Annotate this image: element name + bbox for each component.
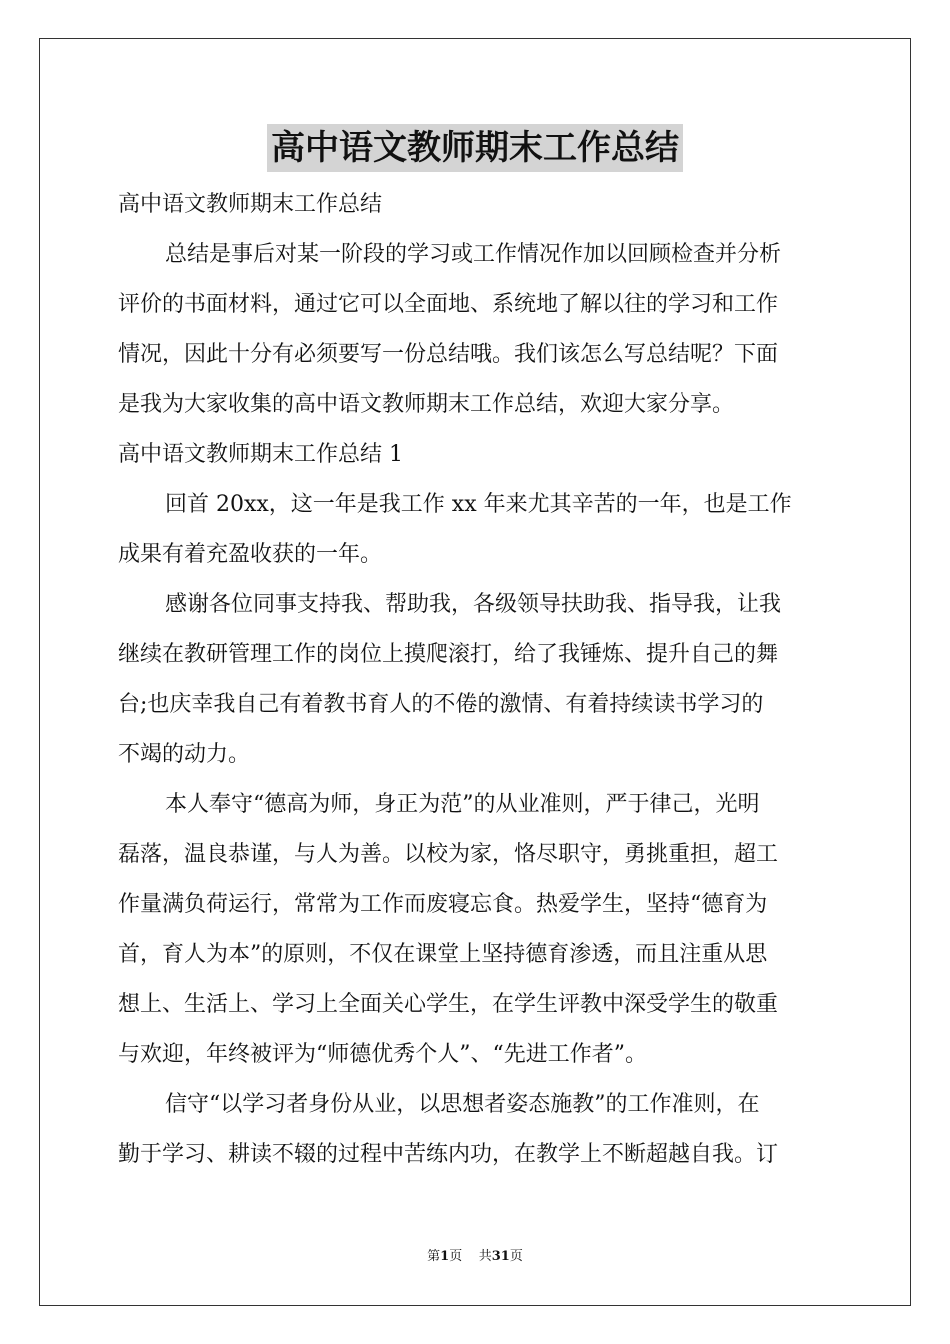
body-line: 勤于学习、耕读不辍的过程中苦练内功，在教学上不断超越自我。订 bbox=[118, 1142, 779, 1167]
footer-total-prefix: 共 bbox=[478, 1249, 492, 1264]
body-line: 回首 20xx，这一年是我工作 xx 年来尤其辛苦的一年，也是工作 bbox=[165, 492, 792, 517]
body-line: 高中语文教师期末工作总结 1 bbox=[118, 442, 403, 467]
footer-total-pages: 31 bbox=[491, 1249, 510, 1264]
footer-page-unit: 页 bbox=[449, 1249, 463, 1264]
body-line: 台;也庆幸我自己有着教书育人的不倦的激情、有着持续读书学习的 bbox=[118, 692, 764, 717]
body-line: 想上、生活上、学习上全面关心学生，在学生评教中深受学生的敬重 bbox=[118, 992, 779, 1017]
body-line: 评价的书面材料，通过它可以全面地、系统地了解以往的学习和工作 bbox=[118, 292, 779, 317]
page-footer bbox=[0, 1247, 950, 1267]
body-line: 总结是事后对某一阶段的学习或工作情况作加以回顾检查并分析 bbox=[165, 242, 782, 267]
body-line: 成果有着充盈收获的一年。 bbox=[118, 542, 383, 567]
document-body bbox=[118, 180, 832, 1180]
body-line: 继续在教研管理工作的岗位上摸爬滚打，给了我锤炼、提升自己的舞 bbox=[118, 642, 779, 667]
footer-prefix: 第 bbox=[427, 1249, 441, 1264]
footer-total-unit: 页 bbox=[509, 1249, 523, 1264]
body-line: 本人奉守“德高为师，身正为范”的从业准则，严于律己，光明 bbox=[165, 792, 760, 817]
body-line: 与欢迎，年终被评为“师德优秀个人”、“先进工作者”。 bbox=[118, 1042, 647, 1067]
body-line: 感谢各位同事支持我、帮助我，各级领导扶助我、指导我，让我 bbox=[165, 592, 782, 617]
title-container bbox=[0, 124, 950, 172]
body-line: 是我为大家收集的高中语文教师期末工作总结，欢迎大家分享。 bbox=[118, 392, 735, 417]
body-line: 磊落，温良恭谨，与人为善。以校为家，恪尽职守，勇挑重担，超工 bbox=[118, 842, 779, 867]
body-line: 不竭的动力。 bbox=[118, 742, 251, 767]
body-line: 作量满负荷运行，常常为工作而废寝忘食。热爱学生，坚持“德育为 bbox=[118, 892, 768, 917]
body-line: 高中语文教师期末工作总结 bbox=[118, 192, 383, 217]
body-line: 信守“以学习者身份从业，以思想者姿态施教”的工作准则，在 bbox=[165, 1092, 760, 1117]
footer-page-number: 1 bbox=[440, 1249, 450, 1264]
document-title: 高中语文教师期末工作总结 bbox=[267, 124, 683, 172]
body-line: 首，育人为本”的原则，不仅在课堂上坚持德育渗透，而且注重从思 bbox=[118, 942, 768, 967]
body-line: 情况，因此十分有必须要写一份总结哦。我们该怎么写总结呢？下面 bbox=[118, 342, 779, 367]
